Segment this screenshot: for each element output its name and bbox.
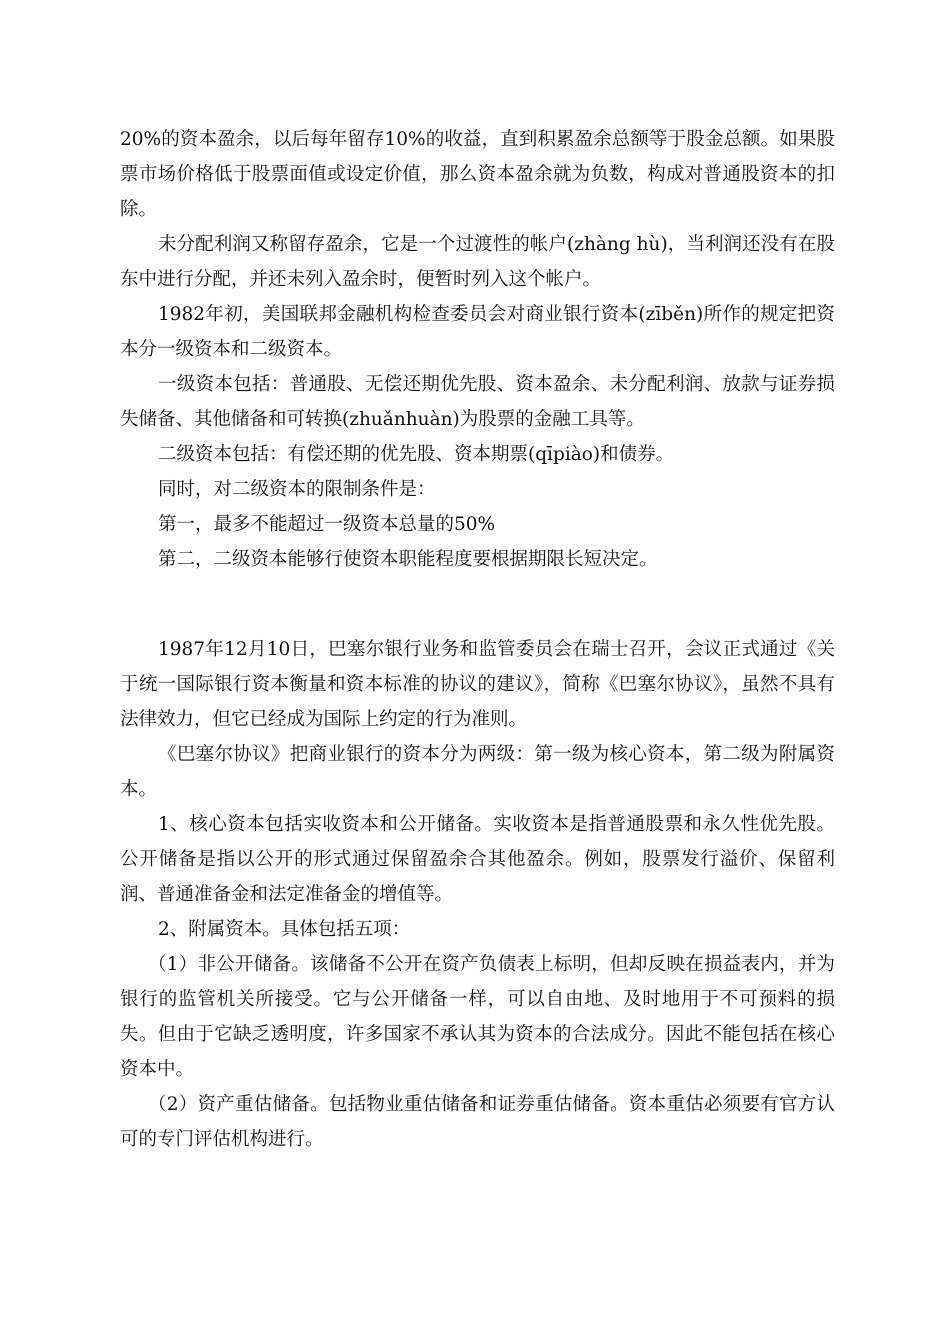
paragraph-capital-surplus-cont: 20%的资本盈余，以后每年留存10%的收益，直到积累盈余总额等于股金总额。如果股票市场价格低于股票面值或设定价值，那么资本盈余就为负数，构成对普通股资本的扣除。 xyxy=(120,129,835,220)
paragraph-tier2-capital: 二级资本包括：有偿还期的优先股、资本期票(qīpiào)和债券。 xyxy=(158,444,675,465)
paragraph-restrictions: 同时，对二级资本的限制条件是： xyxy=(158,479,436,500)
paragraph-tier1-capital: 一级资本包括：普通股、无偿还期优先股、资本盈余、未分配利润、放款与证券损失储备、其他储备和可转换(zhuǎnhuàn)为股票的金融工具等。 xyxy=(120,374,835,430)
paragraph-undisclosed-reserves: （1）非公开储备。该储备不公开在资产负债表上标明，但却反映在损益表内，并为银行的监管机关所接受。它与公开储备一样，可以自由地、及时地用于不可预料的损失。但由于它缺乏透明度，许多国家不承认其为资本的合法成分。因此不能包括在核心资本中。 xyxy=(120,954,835,1080)
paragraph-core-capital: 1、核心资本包括实收资本和公开储备。实收资本是指普通股票和永久性优先股。公开储备是指以公开的形式通过保留盈余合其他盈余。例如，股票发行溢价、保留利润、普通准备金和法定准备金的增值等。 xyxy=(120,814,835,905)
paragraph-revaluation-reserves: （2）资产重估储备。包括物业重估储备和证券重估储备。资本重估必须要有官方认可的专门评估机构进行。 xyxy=(120,1094,835,1150)
paragraph-basel-two-tiers: 《巴塞尔协议》把商业银行的资本分为两级：第一级为核心资本，第二级为附属资本。 xyxy=(120,744,835,800)
paragraph-basel-1987: 1987年12月10日，巴塞尔银行业务和监管委员会在瑞士召开，会议正式通过《关于统一国际银行资本衡量和资本标准的协议的建议》，简称《巴塞尔协议》，虽然不具有法律效力，但它已经成为国际上约定的行为准则。 xyxy=(120,639,835,730)
paragraph-1982-regulation: 1982年初，美国联邦金融机构检查委员会对商业银行资本(zīběn)所作的规定把资本分一级资本和二级资本。 xyxy=(120,304,835,360)
paragraph-supplementary-capital: 2、附属资本。具体包括五项： xyxy=(158,919,411,940)
paragraph-first-restriction: 第一，最多不能超过一级资本总量的50% xyxy=(158,514,496,535)
paragraph-second-restriction: 第二，二级资本能够行使资本职能程度要根据期限长短决定。 xyxy=(158,549,658,570)
paragraph-retained-earnings: 未分配利润又称留存盈余，它是一个过渡性的帐户(zhàng hù)，当利润还没有在股东中进行分配，并还未列入盈余时，便暂时列入这个帐户。 xyxy=(120,234,835,290)
